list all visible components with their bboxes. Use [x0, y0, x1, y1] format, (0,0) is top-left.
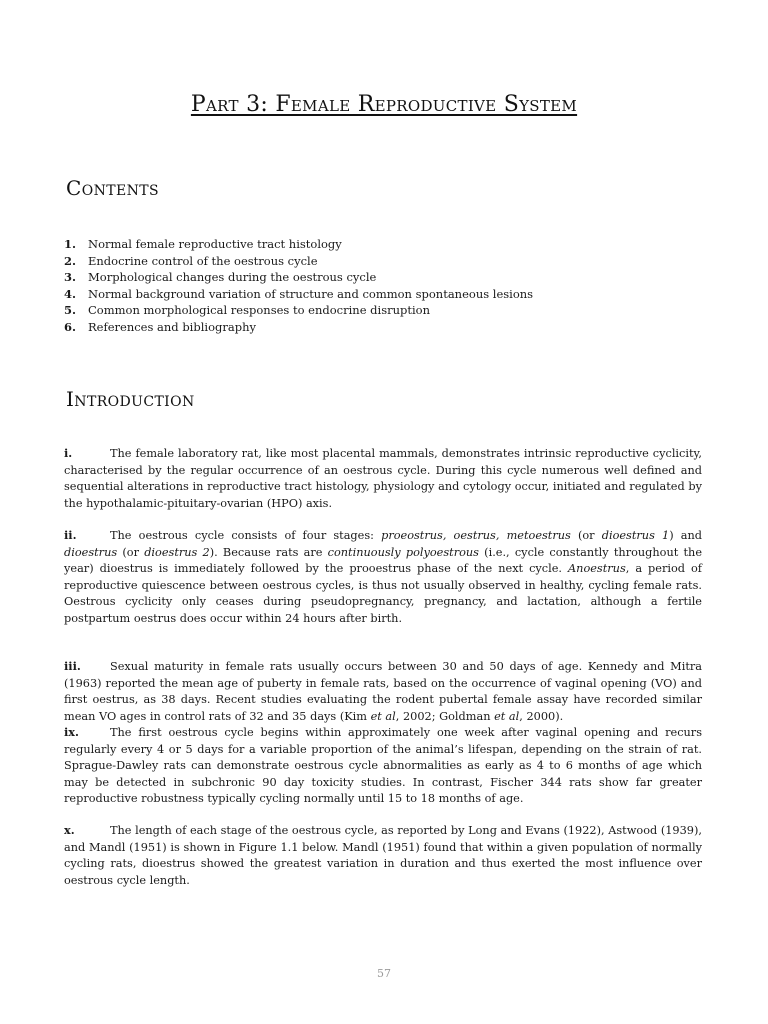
paragraph-text — [64, 660, 702, 723]
toc-item-text: Normal female reproductive tract histology — [88, 237, 342, 251]
toc-item — [64, 236, 533, 253]
text-run: (i.e., cycle constantly throughout the year) dioestrus is immediately followed by the prooestrus phase of the next cycle. — [64, 545, 703, 575]
intro-paragraph-ix — [64, 724, 702, 808]
italic-text-run: et al — [370, 709, 396, 723]
toc-item-text: Morphological changes during the oestrous cycle — [88, 270, 377, 285]
paragraph-text: The length of each stage of the oestrous cycle, as reported by Long and Evans (1922), Astwood (1939), and Mandl (1951) is shown in Figure 1.1 below. Mandl (1951) found that within a given population of normally cycling rats, dioestrus showed the greatest variation in duration and thus exerted the most influence over oestrous cycle length. — [64, 824, 702, 887]
paragraph-number: ix. — [64, 725, 79, 739]
toc-item — [64, 302, 533, 319]
toc-item-text: Endocrine control of the oestrous cycle — [88, 253, 318, 268]
toc-item-number: 2. — [64, 253, 77, 268]
part-title: Part 3: Female Reproductive System — [190, 92, 578, 117]
toc-item-number: 5. — [64, 303, 77, 318]
italic-text-run: continuously polyoestrous — [327, 545, 479, 559]
italic-text-run: Anoestrus — [568, 562, 626, 575]
paragraph-text: The first oestrous cycle begins within approximately one week after vaginal opening and recurs regularly every 4 or 5 days for a variable proportion of the animal’s lifespan, depending on the strain of rat. Sprague-Dawley rats can demonstrate oestrous cycle abnormalities as early as 4 to 6 months of age which may be detected in subchronic 90 day toxicity studies. In contrast, Fischer 344 rats show far greater reproductive robustness typically cycling normally until 15 to 18 months of age. — [64, 726, 702, 805]
introduction-heading: Introduction — [66, 387, 195, 411]
contents-heading: Contents — [66, 176, 159, 200]
page-number: 57 — [377, 967, 391, 980]
toc-item — [64, 269, 533, 286]
italic-text-run: et al — [494, 709, 520, 723]
text-run: (or — [117, 545, 145, 559]
intro-paragraph-i — [64, 445, 702, 512]
toc-item — [64, 319, 533, 336]
toc-item-text: Normal background variation of structure and common spontaneous lesions — [88, 286, 534, 301]
italic-text-run: dioestrus 2 — [144, 545, 210, 559]
toc-item-number: 3. — [64, 270, 77, 285]
toc-item-number: 1. — [64, 237, 77, 251]
paragraph-number: i. — [64, 446, 73, 460]
toc-item-number: 4. — [64, 286, 77, 301]
paragraph-number: iii. — [64, 659, 81, 673]
toc-item-text: References and bibliography — [88, 319, 256, 334]
italic-text-run: proeostrus, oestrus, metoestrus — [381, 529, 571, 542]
text-run: , 2002; Goldman — [395, 709, 495, 723]
intro-paragraph-iii — [64, 658, 702, 725]
paragraph-text: The female laboratory rat, like most placental mammals, demonstrates intrinsic reproductive cyclicity, characterised by the regular occurrence of an oestrous cycle. During this cycle numerous well defined and sequential alterations in reproductive tract histology, physiology and cytology occur, initiated and regulated by the hypothalamic-pituitary-ovarian (HPO) axis. — [64, 447, 702, 510]
italic-text-run: dioestrus 1 — [601, 529, 670, 542]
toc-item — [64, 286, 533, 303]
paragraph-number: ii. — [64, 528, 77, 542]
intro-paragraph-ii — [64, 527, 702, 627]
text-run: ) and — [669, 529, 702, 542]
toc-item-number: 6. — [64, 319, 77, 334]
text-run: (or — [570, 529, 602, 542]
text-run: , 2000). — [519, 709, 564, 723]
italic-text-run: dioestrus — [64, 545, 118, 559]
text-run: Sexual maturity in female rats usually occurs between 30 and 50 days of age. Kennedy and Mitra (1963) reported the mean age of puberty in female rats, based on the occurrence of vaginal opening (VO) and first oestrus, as 38 days. Recent studies evaluating the rodent pubertal female assay have recorded similar mean VO ages in control rats of 32 and 35 days (Kim — [64, 660, 702, 723]
toc-item-text: Common morphological responses to endocrine disruption — [88, 303, 430, 318]
text-run: The oestrous cycle consists of four stages: — [110, 529, 382, 542]
toc-item — [64, 253, 533, 270]
intro-paragraph-x — [64, 822, 702, 889]
table-of-contents — [64, 236, 533, 336]
text-run: ). Because rats are — [209, 545, 328, 559]
paragraph-text — [64, 529, 702, 625]
paragraph-number: x. — [64, 823, 75, 837]
text-run: , a period of reproductive quiescence between oestrous cycles, is thus not usually observed in healthy, cycling female rats. Oestrous cyclicity only ceases during pseudopregnancy, pregnancy, and lactation, although a fertile postpartum oestrus does occur within 24 hours after birth. — [64, 562, 702, 625]
